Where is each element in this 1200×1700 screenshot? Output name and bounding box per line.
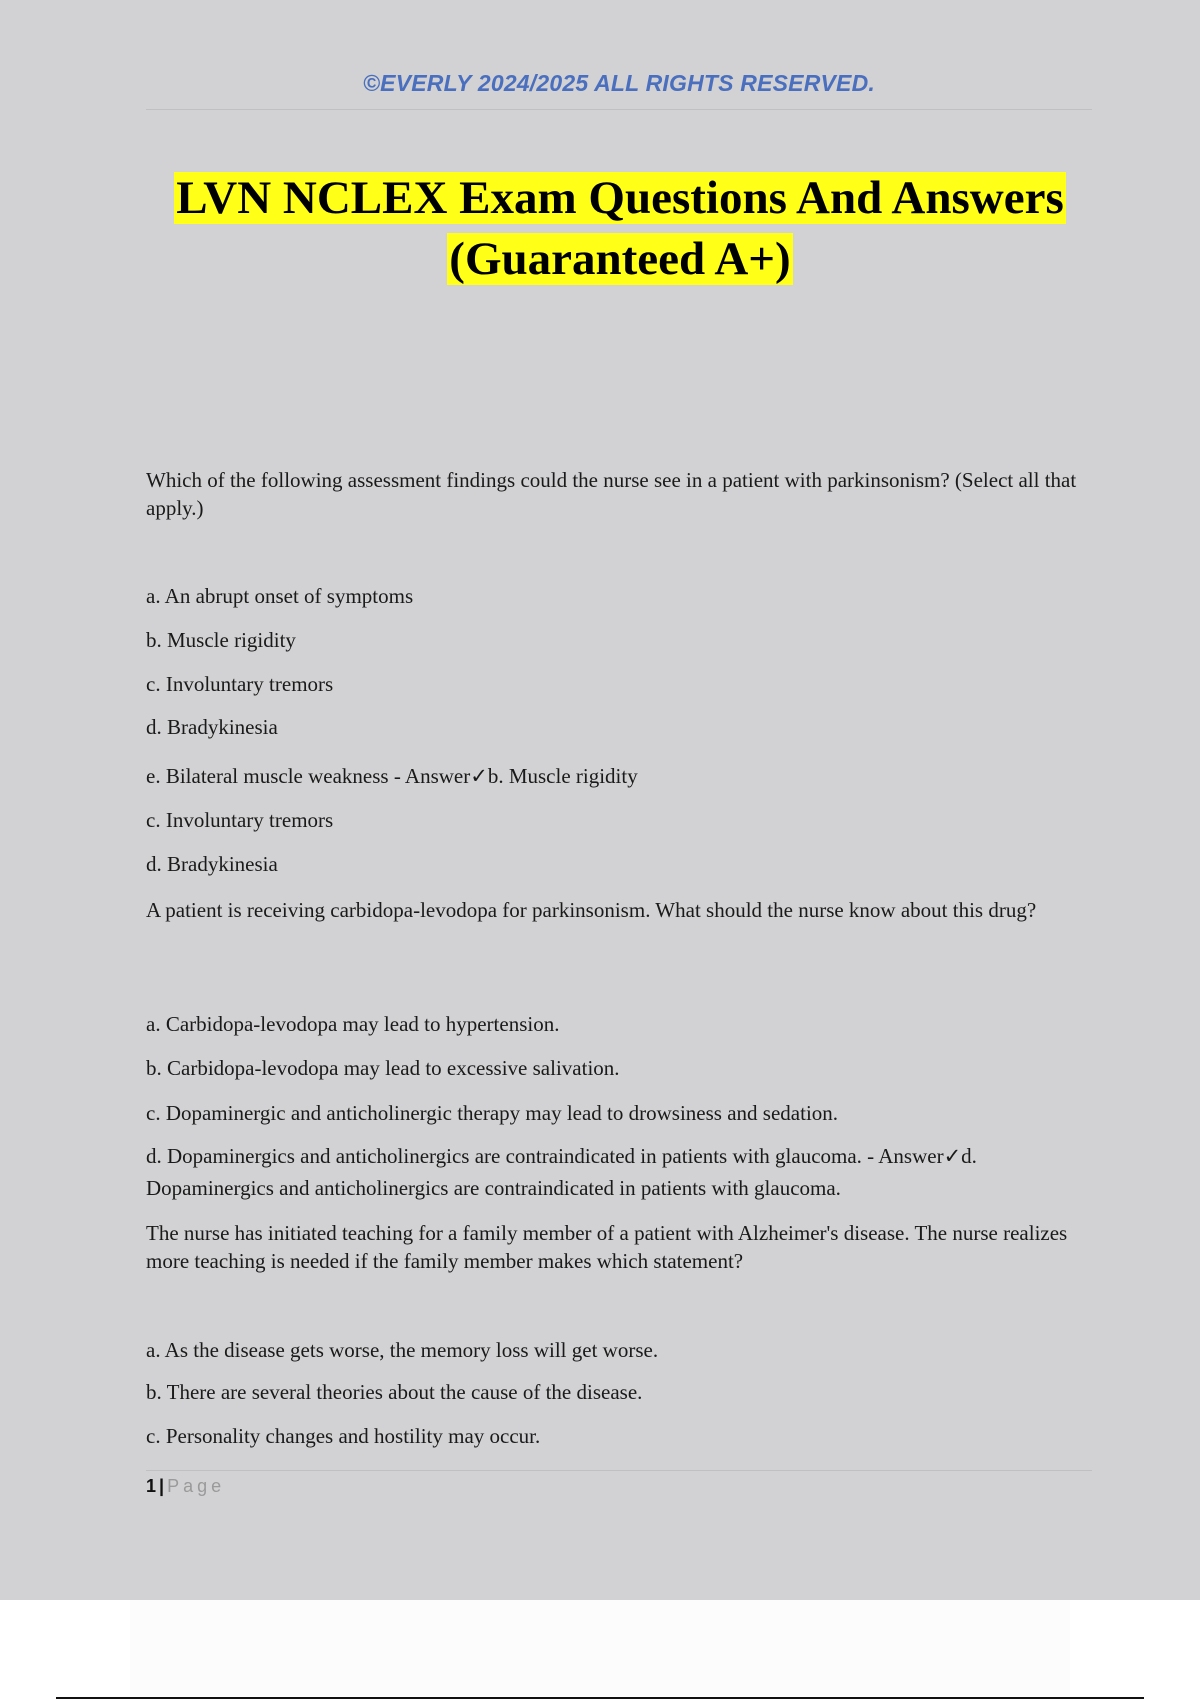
page-footer [146,1474,225,1498]
bottom-divider [56,1697,1144,1699]
question-1-option: d. Bradykinesia [146,715,278,739]
question-1-answer: e. Bilateral muscle weakness - Answer✓b. Muscle rigidity [146,764,638,788]
question-1-option: c. Involuntary tremors [146,672,334,696]
question-2-answer: d. Dopaminergics and anticholinergics are contraindicated in patients with glaucoma. - Answer✓d. Dopaminergics and anticholinergics are contraindicated in patients with glaucoma. [146,1144,977,1200]
question-3-option: c. Personality changes and hostility may occur. [146,1424,541,1448]
page-label: Page [167,1476,226,1496]
question-1-option: c. Involuntary tremors [146,808,334,832]
question-1-option: b. Muscle rigidity [146,628,296,652]
title-line-1: LVN NCLEX Exam Questions And Answers [176,172,1064,224]
footer-separator: | [159,1476,165,1496]
header-divider [146,109,1092,110]
copyright-header: ©EVERLY 2024/2025 ALL RIGHTS RESERVED. [363,70,875,96]
title-line-2: (Guaranteed A+) [449,233,791,285]
question-3-option: a. As the disease gets worse, the memory loss will get worse. [146,1338,659,1362]
footer-divider [146,1470,1092,1471]
question-1-option: a. An abrupt onset of symptoms [146,584,414,608]
document-title [100,168,1140,290]
question-2-option: b. Carbidopa-levodopa may lead to excessive salivation. [146,1056,620,1080]
question-1-option: d. Bradykinesia [146,852,278,876]
question-2-text: A patient is receiving carbidopa-levodopa for parkinsonism. What should the nurse know about this drug? [146,898,1037,922]
question-2-option: a. Carbidopa-levodopa may lead to hypertension. [146,1012,560,1036]
question-3-option: b. There are several theories about the cause of the disease. [146,1380,643,1404]
question-2-option: c. Dopaminergic and anticholinergic therapy may lead to drowsiness and sedation. [146,1101,839,1125]
next-page-preview [130,1600,1070,1696]
question-3-text: The nurse has initiated teaching for a family member of a patient with Alzheimer's disease. The nurse realizes more teaching is needed if the family member makes which statement? [146,1221,1068,1273]
question-1-text: Which of the following assessment findings could the nurse see in a patient with parkinsonism? (Select all that apply.) [146,468,1077,520]
page-number: 1 [146,1476,157,1496]
